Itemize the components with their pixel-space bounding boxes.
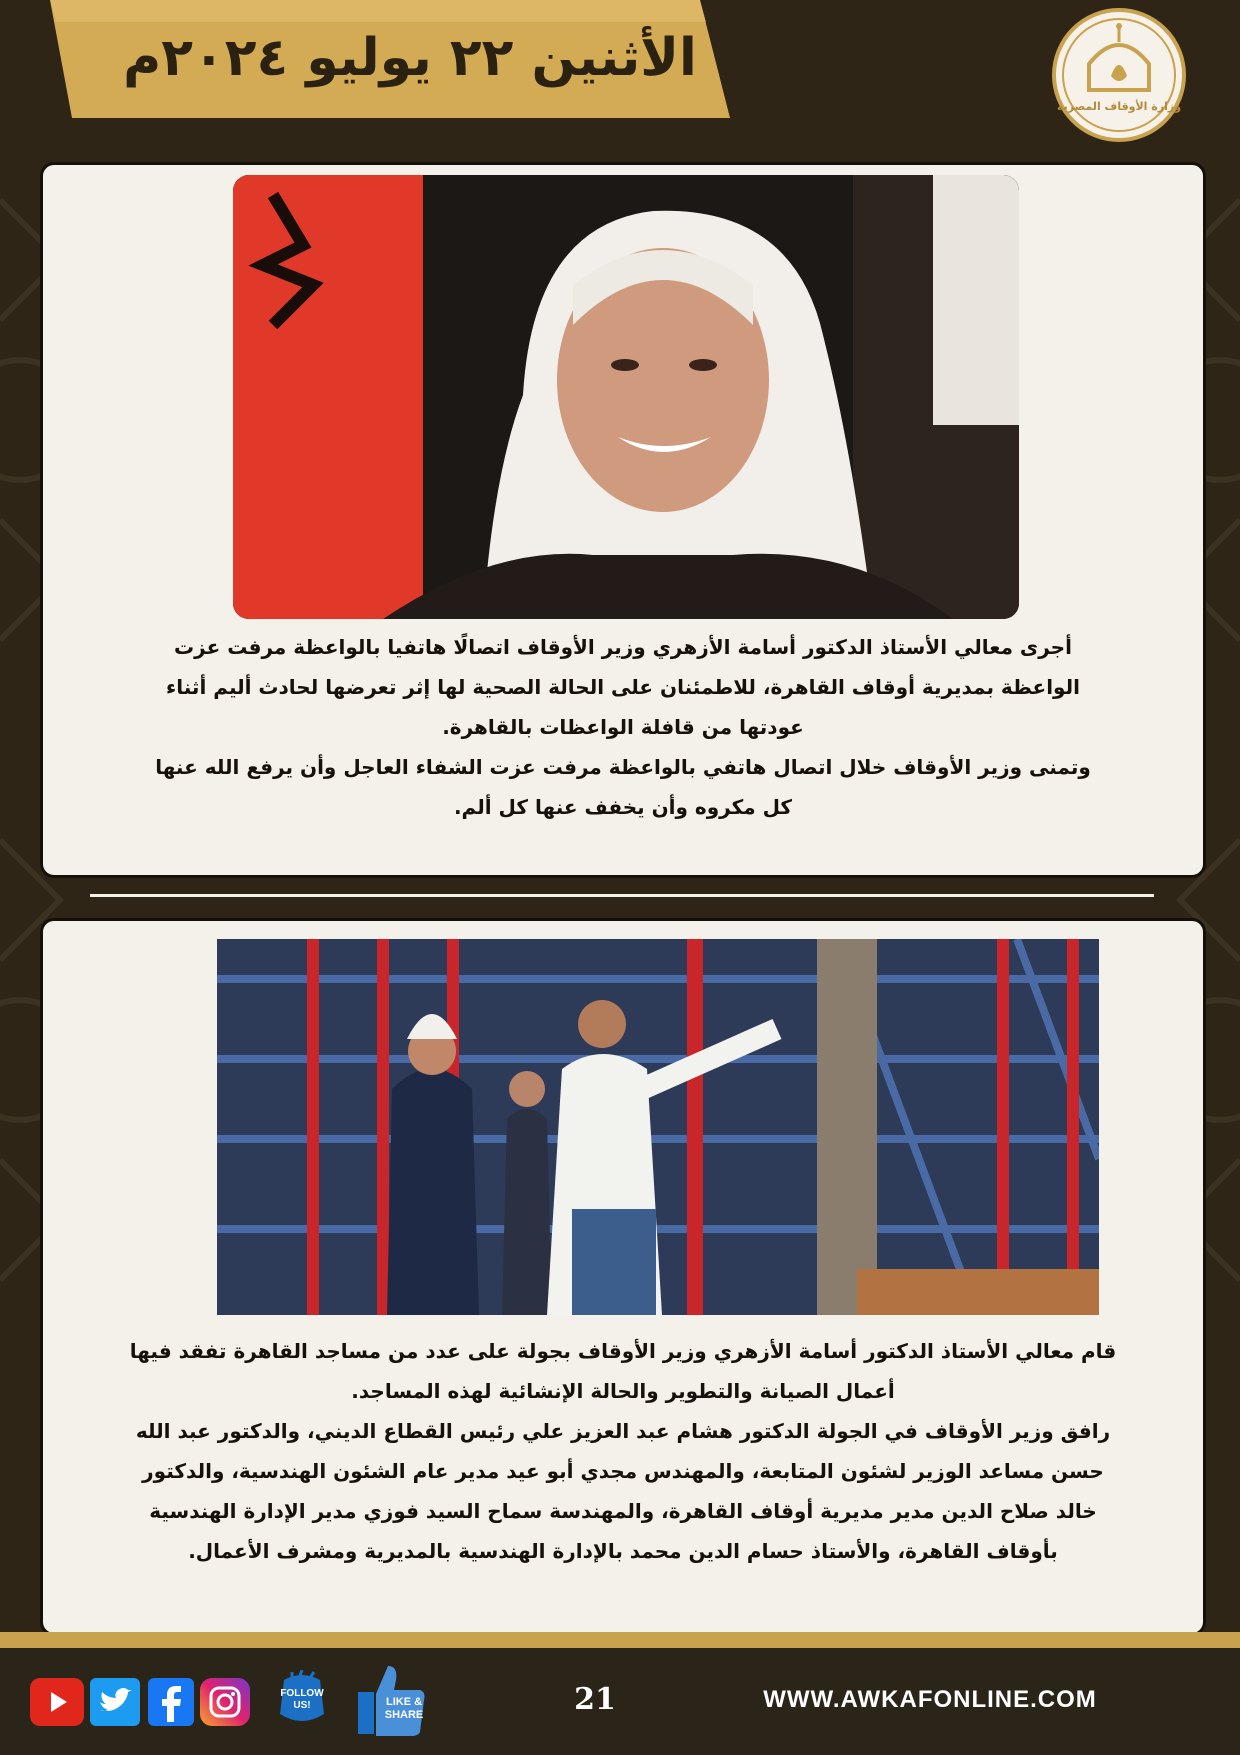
footer-gold-bar (0, 1632, 1240, 1648)
article-1-line-5: كل مكروه وأن يخفف عنها كل ألم. (453, 795, 793, 819)
article-1-line-3: عودتها من قافلة الواعظات بالقاهرة. (442, 715, 804, 739)
article-1-line-2: الواعظة بمديرية أوقاف القاهرة، للاطمئنان على الحالة الصحية لها إثر تعرضها لحادث أليم أثناء (166, 675, 1080, 699)
instagram-icon[interactable] (200, 1678, 250, 1726)
portrait-photo-image (233, 175, 1019, 619)
logo-caption: وزارة الأوقاف المصرية (1056, 100, 1182, 113)
website-link[interactable]: WWW.AWKAFONLINE.COM (763, 1686, 1097, 1713)
page-date: الأثنين ٢٢ يوليو ٢٠٢٤م (123, 28, 697, 88)
article-1-text (63, 627, 1183, 827)
article-2-line-4: حسن مساعد الوزير لشئون المتابعة، والمهندس مجدي أبو عيد مدير عام الشئون الهندسية، والدكتور (142, 1459, 1104, 1483)
page-footer (0, 1648, 1240, 1755)
like-share-badge[interactable] (350, 1658, 430, 1744)
article-2-text (63, 1331, 1183, 1571)
article-2-photo (217, 939, 1099, 1315)
article-2-line-3: رافق وزير الأوقاف في الجولة الدكتور هشام عبد العزيز علي رئيس القطاع الديني، والدكتور عبد الله (135, 1419, 1111, 1443)
ministry-logo (1052, 8, 1186, 142)
section-divider (90, 894, 1154, 897)
mosque-logo-icon (1056, 12, 1182, 138)
article-1-line-4: وتمنى وزير الأوقاف خلال اتصال هاتفي بالواعظة مرفت عزت الشفاء العاجل وأن يرفع الله عنها (155, 755, 1091, 779)
follow-us-badge[interactable] (270, 1670, 334, 1732)
article-1-line-1: أجرى معالي الأستاذ الدكتور أسامة الأزهري وزير الأوقاف اتصالًا هاتفيا بالواعظة مرفت عزت (174, 635, 1072, 659)
article-card-1 (40, 162, 1206, 878)
follow-us-label: FOLLOW US! (280, 1688, 324, 1711)
article-card-2 (40, 918, 1206, 1636)
youtube-icon[interactable] (30, 1678, 84, 1726)
article-2-line-6: بأوقاف القاهرة، والأستاذ حسام الدين محمد بالإدارة الهندسية بالمديرية ومشرف الأعمال. (188, 1539, 1058, 1563)
page-number: 21 (574, 1682, 616, 1717)
article-2-line-5: خالد صلاح الدين مدير مديرية أوقاف القاهرة، والمهندسة سماح السيد فوزي مدير الإدارة الهندسية (149, 1499, 1097, 1523)
article-2-line-1: قام معالي الأستاذ الدكتور أسامة الأزهري وزير الأوقاف بجولة على عدد من مساجد القاهرة تفقد فيها (129, 1339, 1117, 1363)
article-2-line-2: أعمال الصيانة والتطوير والحالة الإنشائية لهذه المساجد. (351, 1379, 895, 1403)
facebook-icon[interactable] (148, 1678, 194, 1726)
like-share-label: LIKE & SHARE (384, 1696, 424, 1721)
article-1-photo (233, 175, 1019, 619)
mosque-tour-photo-image (217, 939, 1099, 1315)
twitter-icon[interactable] (90, 1678, 140, 1726)
date-banner (50, 0, 730, 118)
